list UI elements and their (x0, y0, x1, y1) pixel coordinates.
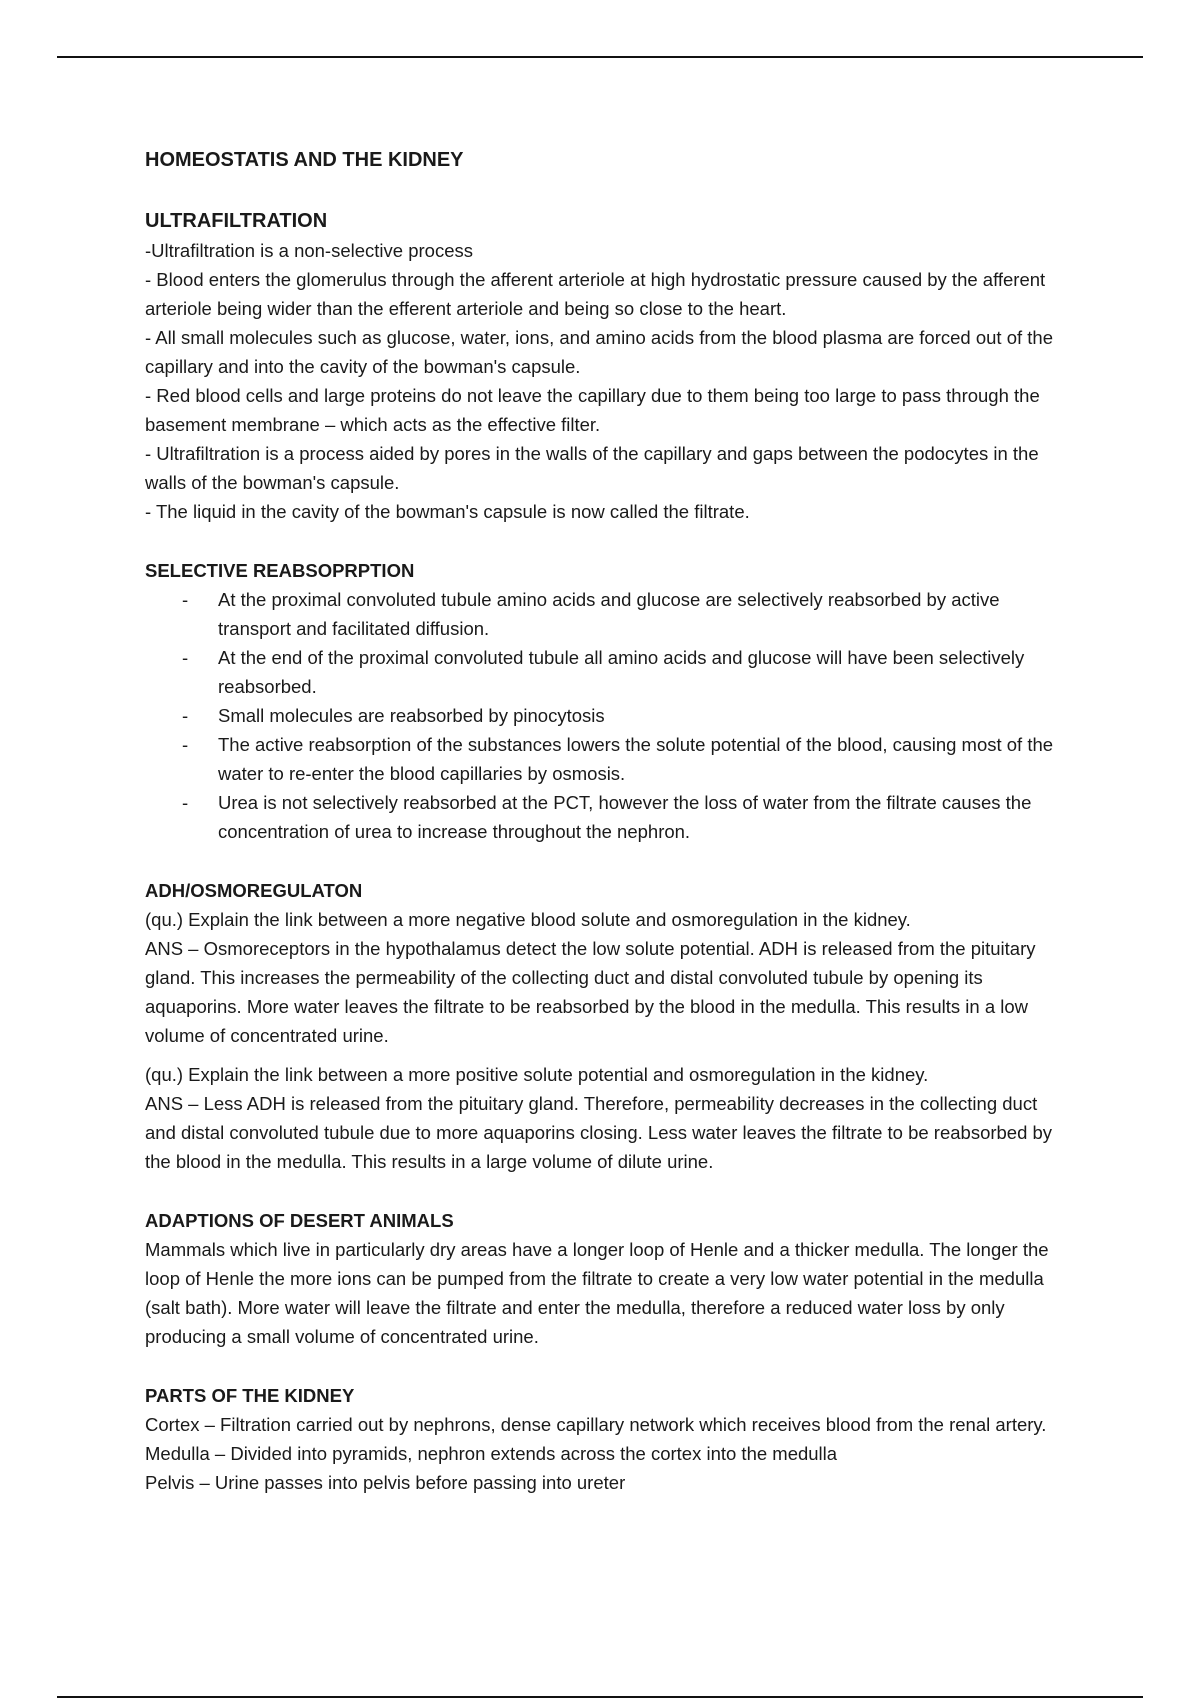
section-ultrafiltration (145, 206, 1065, 526)
dash-bullet: - (182, 647, 189, 668)
footer-rule (57, 1696, 1143, 1698)
dash-bullet: - (182, 792, 189, 813)
list-item (145, 788, 1065, 846)
heading-desert-animals: ADAPTIONS OF DESERT ANIMALS (145, 1210, 454, 1231)
list-item (145, 643, 1065, 701)
paragraph: - All small molecules such as glucose, water, ions, and amino acids from the blood plasma are forced out of the capillary and into the cavity of the bowman's capsule. (145, 327, 1053, 377)
section-adh-osmoregulation (145, 876, 1065, 1176)
list-item-text: The active reabsorption of the substances lowers the solute potential of the blood, causing most of the water to re-enter the blood capillaries by osmosis. (218, 734, 1054, 784)
heading-parts-of-kidney: PARTS OF THE KIDNEY (145, 1385, 355, 1406)
paragraph: - Blood enters the glomerulus through the afferent arteriole at high hydrostatic pressure caused by the afferent arteriole being wider than the efferent arteriole and being so close to the heart. (145, 269, 1046, 319)
document-body (145, 146, 1065, 1527)
list-item-text: At the end of the proximal convoluted tubule all amino acids and glucose will have been selectively reabsorbed. (218, 647, 1025, 697)
section-parts-of-kidney (145, 1381, 1065, 1497)
dash-bullet: - (182, 734, 189, 755)
bullet-list (145, 585, 1065, 846)
header-rule (57, 56, 1143, 58)
list-item-text: Urea is not selectively reabsorbed at the PCT, however the loss of water from the filtrate causes the concentration of urea to increase throughout the nephron. (218, 792, 1032, 842)
paragraph: Mammals which live in particularly dry areas have a longer loop of Henle and a thicker medulla. The longer the loop of Henle the more ions can be pumped from the filtrate to create a very low water potential in the medulla (salt bath). More water will leave the filtrate and enter the medulla, therefore a reduced water loss by only producing a small volume of concentrated urine. (145, 1239, 1049, 1347)
paragraph: - The liquid in the cavity of the bowman's capsule is now called the filtrate. (145, 501, 750, 522)
heading-adh-osmoregulation: ADH/OSMOREGULATON (145, 880, 363, 901)
paragraph: Medulla – Divided into pyramids, nephron extends across the cortex into the medulla (145, 1443, 838, 1464)
dash-bullet: - (182, 705, 189, 726)
document-title: HOMEOSTATIS AND THE KIDNEY (145, 149, 464, 171)
paragraph: - Ultrafiltration is a process aided by pores in the walls of the capillary and gaps between the podocytes in the walls of the bowman's capsule. (145, 443, 1039, 493)
answer-1: ANS – Osmoreceptors in the hypothalamus detect the low solute potential. ADH is released from the pituitary gland. This increases the permeability of the collecting duct and distal convoluted tubule by opening its aquaporins. More water leaves the filtrate to be reabsorbed by the blood in the medulla. This results in a low volume of concentrated urine. (145, 938, 1036, 1046)
list-item (145, 585, 1065, 643)
question-1: (qu.) Explain the link between a more negative blood solute and osmoregulation in the kidney. (145, 909, 911, 930)
section-desert-animals (145, 1206, 1065, 1351)
paragraph: - Red blood cells and large proteins do not leave the capillary due to them being too large to pass through the basement membrane – which acts as the effective filter. (145, 385, 1040, 435)
question-2: (qu.) Explain the link between a more positive solute potential and osmoregulation in the kidney. (145, 1064, 929, 1085)
list-item-text: Small molecules are reabsorbed by pinocytosis (218, 705, 605, 726)
section-selective-reabsorption (145, 556, 1065, 846)
answer-2: ANS – Less ADH is released from the pituitary gland. Therefore, permeability decreases in the collecting duct and distal convoluted tubule due to more aquaporins closing. Less water leaves the filtrate to be reabsorbed by the blood in the medulla. This results in a large volume of dilute urine. (145, 1093, 1053, 1172)
paragraph: Pelvis – Urine passes into pelvis before passing into ureter (145, 1472, 626, 1493)
dash-bullet: - (182, 589, 189, 610)
list-item-text: At the proximal convoluted tubule amino acids and glucose are selectively reabsorbed by active transport and facilitated diffusion. (218, 589, 1000, 639)
list-item (145, 730, 1065, 788)
heading-selective-reabsorption: SELECTIVE REABSOPRPTION (145, 560, 415, 581)
paragraph: Cortex – Filtration carried out by nephrons, dense capillary network which receives blood from the renal artery. (145, 1414, 1047, 1435)
paragraph: -Ultrafiltration is a non-selective process (145, 240, 473, 261)
heading-ultrafiltration: ULTRAFILTRATION (145, 210, 328, 232)
list-item (145, 701, 1065, 730)
